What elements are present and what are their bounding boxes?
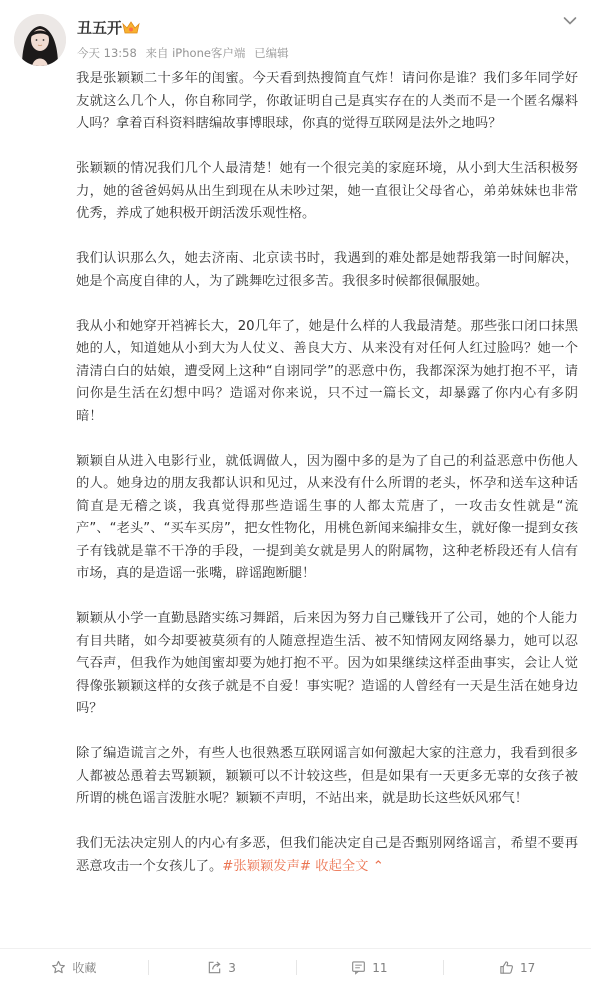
post-paragraph: 我从小和她穿开裆裤长大，20几年了，她是什么样的人我最清楚。那些张口闭口抹黑她的人，知道她从小到大为人仗义、善良大方、从来没有对任何人红过脸吗？她一个清清白白的姑娘，遭受网上这种“自诩同学”的恶意中伤，我都深深为她打抱不平，请问你是生活在幻想中吗？造谣对你来说，只不过一篇长文，却暴露了你内心有多阴暗！ xyxy=(76,318,578,424)
post-paragraph: 除了编造谎言之外，有些人也很熟悉互联网谣言如何激起大家的注意力，我看到很多人都被怂恿着去骂颖颖，颖颖可以不计较这些，但是如果有一天更多无辜的女孩子被所谓的桃色谣言泼脏水呢？颖颖不声明，不站出来，就是助长这些妖风邪气！ xyxy=(76,746,578,806)
hashtag-link[interactable]: #张颖颖发声# xyxy=(222,858,312,874)
collapse-button[interactable] xyxy=(315,859,384,874)
post-paragraph: 颖颖从小学一直勤恳踏实练习舞蹈，后来因为努力自己赚钱开了公司，她的个人能力有目共睹，如今却要被莫须有的人随意捏造生活、被不知情网友网络暴力，她可以忍气吞声，但我作为她闺蜜却要为她打抱不平。因为如果继续这样歪曲事实，会让人觉得像张颖颖这样的女孩子就是不自爱！事实呢？造谣的人曾经有一天是生活在她身边吗？ xyxy=(76,611,578,716)
comment-count: 11 xyxy=(372,960,388,975)
post-time[interactable]: 今天 13:58 xyxy=(77,46,137,60)
star-icon xyxy=(51,960,66,975)
username[interactable]: 丑五开 xyxy=(77,19,123,37)
post-source: 来自 iPhone客户端 xyxy=(145,46,246,60)
post-paragraph: 张颖颖的情况我们几个人最清楚！她有一个很完美的家庭环境，从小到大生活积极努力，她的爸爸妈妈从出生到现在从未吵过架，她一直很让父母省心，弟弟妹妹也非常优秀，养成了她积极开朗活泼乐观性格。 xyxy=(76,161,578,221)
post-paragraph: 我是张颖颖二十多年的闺蜜。今天看到热搜简直气炸！请问你是谁？我们多年同学好友就这么几个人，你自称同学，你敢证明自己是真实存在的人类而不是一个匿名爆料人吗？拿着百科资料瞎编故事博眼球，你真的觉得互联网是法外之地吗？ xyxy=(76,71,578,131)
repost-button[interactable] xyxy=(148,949,296,986)
like-count: 17 xyxy=(519,960,536,975)
avatar-image xyxy=(14,14,66,66)
action-bar xyxy=(0,948,591,986)
chevron-down-icon[interactable] xyxy=(563,16,577,26)
comment-button[interactable] xyxy=(296,949,444,986)
post-paragraph: 我们认识那么久，她去济南、北京读书时，我遇到的难处都是她帮我第一时间解决，她是个高度自律的人，为了跳舞吃过很多苦。我很多时候都很佩服她。 xyxy=(76,251,578,289)
repost-count: 3 xyxy=(228,960,236,975)
repost-icon xyxy=(207,960,222,975)
post-header xyxy=(0,0,591,66)
chevron-up-icon: ⌃ xyxy=(372,858,384,874)
crown-badge-icon[interactable] xyxy=(121,19,141,35)
favorite-label: 收藏 xyxy=(72,961,97,975)
post-meta xyxy=(77,45,294,61)
post-last-paragraph xyxy=(76,833,578,878)
thumbs-up-icon xyxy=(499,960,514,975)
post-paragraph: 颖颖自从进入电影行业，就低调做人，因为圈中多的是为了自己的利益恶意中伤他人的人。她身边的朋友我都认识和见过，从来没有什么所谓的老头，怀孕和送车这种话简直是无稽之谈，我真觉得那些造谣生事的人都太荒唐了，一攻击女性就是“流产”、“老头”、“买车买房”，把女性物化，用桃色新闻来编排女生，就好像一提到女孩子有钱就是靠不干净的手段，一提到美女就是男人的附属物，这种老桥段还有人信有市场，真的是造谣一张嘴，辟谣跑断腿！ xyxy=(76,453,578,581)
like-button[interactable] xyxy=(443,949,591,986)
edited-label[interactable]: 已编辑 xyxy=(254,46,289,60)
favorite-button[interactable] xyxy=(0,949,148,986)
post-body xyxy=(76,68,578,878)
collapse-label: 收起全文 xyxy=(315,858,369,874)
comment-icon xyxy=(351,960,366,975)
post-paragraph-text: 我们无法决定别人的内心有多恶，但我们能决定自己是否甄别网络谣言，希望不要再恶意攻击一个女孩儿了。 xyxy=(76,836,578,874)
avatar[interactable] xyxy=(14,14,66,66)
